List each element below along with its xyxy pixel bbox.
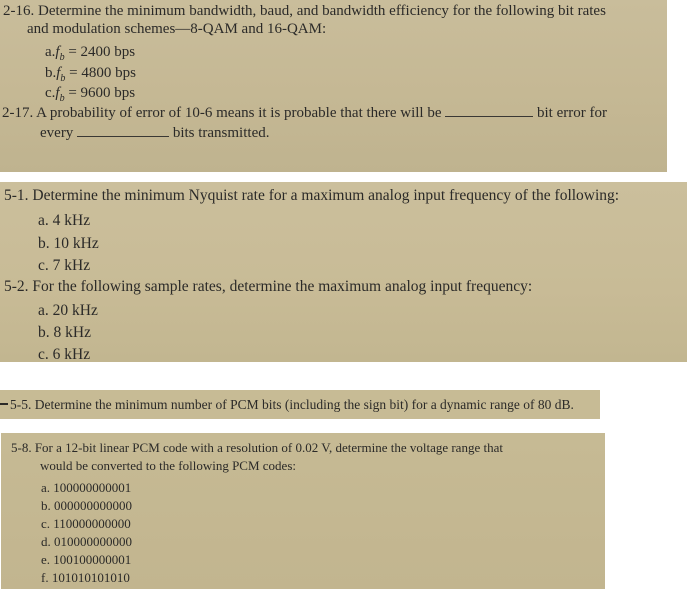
question-5-8-item-a: a. 100000000001 bbox=[41, 480, 132, 495]
question-5-2: 5-2. For the following sample rates, determine the maximum analog input frequency: bbox=[4, 278, 533, 295]
question-5-2-item-a: a. 20 kHz bbox=[38, 302, 98, 319]
answer-blank-2[interactable] bbox=[77, 136, 169, 137]
question-5-8-item-b: b. 000000000000 bbox=[41, 498, 132, 513]
margin-mark bbox=[0, 403, 8, 405]
question-5-8-item-e: e. 100100000001 bbox=[41, 552, 132, 567]
question-5-8-line1: 5-8. For a 12-bit linear PCM code with a resolution of 0.02 V, determine the voltage range that bbox=[11, 440, 503, 455]
question-5-1-item-c: c. 7 kHz bbox=[38, 257, 91, 274]
question-2-16-line2: and modulation schemes—8-QAM and 16-QAM: bbox=[27, 21, 327, 37]
textbook-photo-1 bbox=[0, 0, 667, 172]
question-2-16-item-b: $b.f_b = 4800$ bps bbox=[45, 65, 136, 84]
question-2-16-line1: 2-16. Determine the minimum bandwidth, baud, and bandwidth efficiency for the following bit rates bbox=[3, 3, 606, 19]
textbook-photo-3 bbox=[0, 390, 600, 419]
answer-blank-1[interactable] bbox=[445, 116, 533, 117]
question-5-1-item-a: a. 4 kHz bbox=[38, 212, 91, 229]
question-2-16-item-a: $a.f_b = 2400$ bps bbox=[45, 44, 136, 63]
question-5-2-item-c: c. 6 kHz bbox=[38, 346, 91, 363]
question-2-16-item-c: $c.f_b = 9600$ bps bbox=[45, 85, 136, 104]
textbook-photo-4 bbox=[1, 433, 605, 589]
question-5-5: 5-5. Determine the minimum number of PCM bits (including the sign bit) for a dynamic range of 80 dB. bbox=[10, 397, 574, 412]
question-5-2-item-b: b. 8 kHz bbox=[38, 324, 91, 341]
question-5-1-item-b: b. 10 kHz bbox=[38, 235, 99, 252]
question-5-8-item-f: f. 101010101010 bbox=[41, 570, 130, 585]
question-5-8-line2: would be converted to the following PCM codes: bbox=[40, 458, 296, 473]
question-5-8-item-c: c. 110000000000 bbox=[41, 516, 131, 531]
question-5-1: 5-1. Determine the minimum Nyquist rate for a maximum analog input frequency of the following: bbox=[4, 187, 620, 204]
question-2-17-line2: every bits transmitted. bbox=[40, 125, 270, 141]
question-2-17-line1: 2-17. A probability of error of 10-6 means it is probable that there will be bit error for bbox=[2, 105, 607, 121]
question-5-8-item-d: d. 010000000000 bbox=[41, 534, 132, 549]
textbook-photo-2 bbox=[0, 182, 687, 362]
